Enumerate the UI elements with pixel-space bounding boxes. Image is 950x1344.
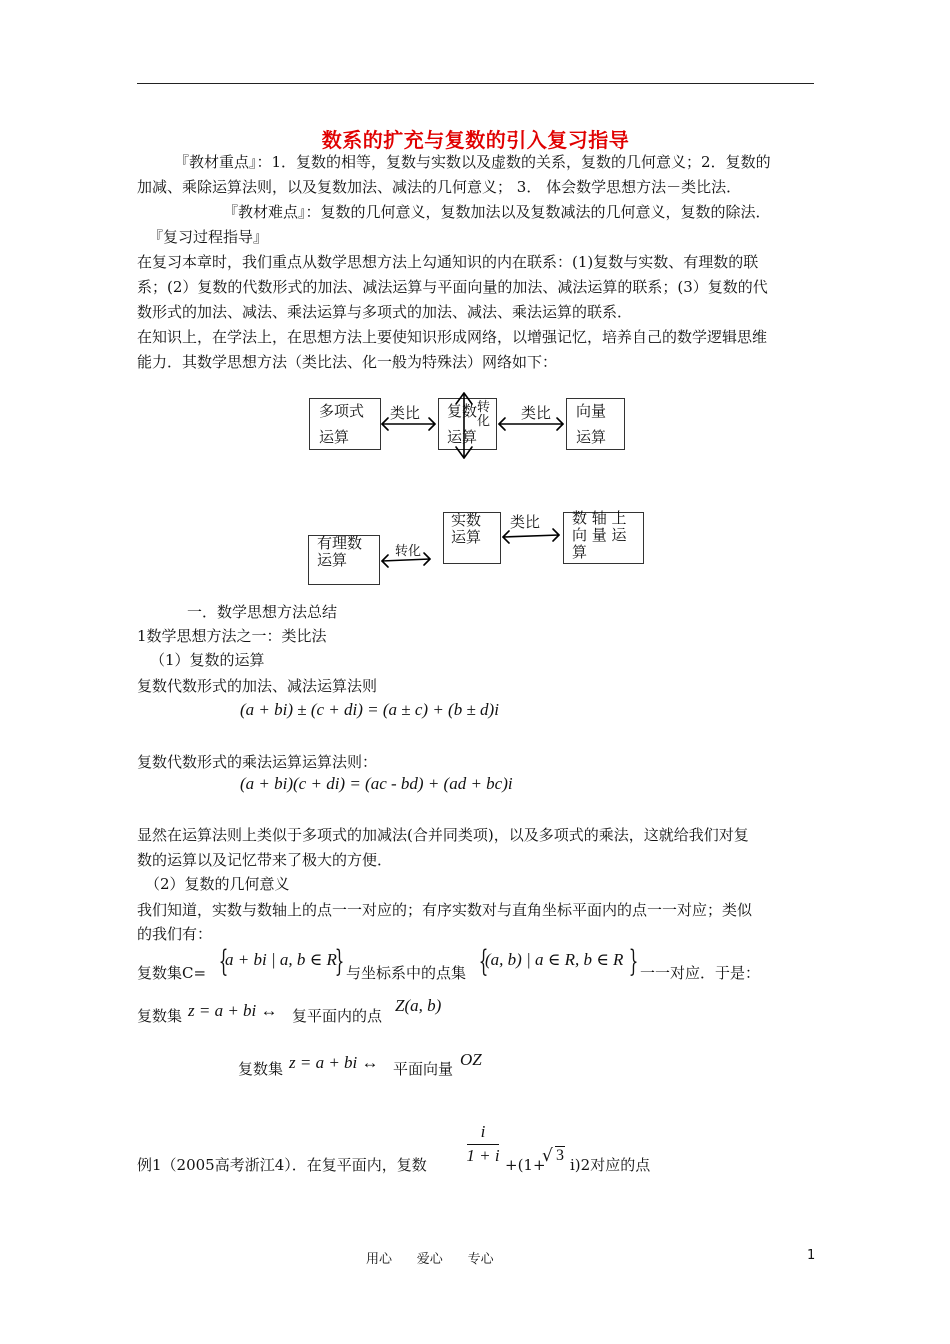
fraction-denominator: 1 + i bbox=[466, 1146, 500, 1165]
label-analogy-left: 类比 bbox=[390, 404, 421, 422]
section-heading: 一．数学思想方法总结 bbox=[187, 603, 338, 621]
map1-text: 复平面内的点 bbox=[292, 1007, 383, 1025]
complex-set: a + bi | a, b ∈ R bbox=[225, 950, 337, 969]
key-points-line-2: 加减、乘除运算法则，以及复数加法、减法的几何意义； 3． 体会数学思想方法－类比法． bbox=[137, 178, 742, 196]
brace-right-2: } bbox=[628, 944, 639, 979]
arrow-real-axis bbox=[503, 535, 559, 537]
box-real-line-2: 运算 bbox=[451, 528, 482, 546]
example1-prefix: 例1（2005高考浙江4）．在复平面内，复数 bbox=[137, 1156, 427, 1174]
map1-expression: z = a + bi ↔ bbox=[188, 1001, 278, 1020]
example1-suffix: i)2对应的点 bbox=[570, 1156, 651, 1174]
label-analogy-bottom: 类比 bbox=[510, 513, 541, 531]
page-title: 数系的扩充与复数的引入复习指导 bbox=[321, 128, 630, 152]
map2-vector: OZ bbox=[460, 1050, 482, 1069]
add-rule-text: 复数代数形式的加法、减法运算法则 bbox=[137, 677, 378, 695]
label-analogy-right: 类比 bbox=[521, 404, 552, 422]
geometry-line-2: 的我们有： bbox=[137, 925, 213, 943]
example1-fraction bbox=[466, 1120, 500, 1167]
para2-line-2: 能力．其数学思想方法（类比法、化一般为特殊法）网络如下： bbox=[137, 353, 558, 371]
brace-left-2: { bbox=[478, 944, 489, 979]
sqrt-icon: √ bbox=[542, 1146, 553, 1166]
difficulties-line: 『教材难点』：复数的几何意义，复数加法以及复数减法的几何意义，复数的除法． bbox=[223, 203, 771, 221]
sqrt-argument: 3 bbox=[556, 1147, 564, 1164]
map1-prefix: 复数集 bbox=[137, 1007, 183, 1025]
mul-rule-text: 复数代数形式的乘法运算运算法则： bbox=[137, 753, 378, 771]
example1-plus: +(1+ bbox=[505, 1156, 546, 1174]
para1-line-3: 数形式的加法、减法、乘法运算与多项式的加法、减法、乘法运算的联系． bbox=[137, 303, 633, 321]
observation-line-2: 数的运算以及记忆带来了极大的方便． bbox=[137, 851, 393, 869]
box-real-line-1: 实数 bbox=[451, 511, 482, 529]
point-set: (a, b) | a ∈ R, b ∈ R bbox=[485, 950, 624, 969]
box-rational-line-1: 有理数 bbox=[317, 534, 363, 552]
box-axis-line-1: 数 轴 上 bbox=[572, 509, 627, 527]
map2-text: 平面向量 bbox=[393, 1060, 454, 1078]
map2-prefix: 复数集 bbox=[238, 1060, 284, 1078]
subsection-geometry: （2）复数的几何意义 bbox=[145, 875, 290, 893]
subsection-analogy: 1数学思想方法之一：类比法 bbox=[137, 627, 327, 645]
key-points-text-1: 『教材重点』：1．复数的相等，复数与实数以及虚数的关系，复数的几何意义；2．复数的 bbox=[174, 153, 771, 171]
box-vector-line-1: 向量 bbox=[576, 402, 607, 420]
set-prefix: 复数集C= bbox=[137, 964, 207, 982]
label-convert-vertical: 转化 bbox=[477, 400, 491, 429]
add-formula: (a + bi) ± (c + di) = (a ± c) + (b ± d)i bbox=[240, 700, 499, 719]
set-middle-text: 与坐标系中的点集 bbox=[346, 964, 467, 982]
brace-right-1: } bbox=[334, 944, 345, 979]
box-axis-line-2: 向 量 运 bbox=[572, 526, 627, 544]
label-convert-bottom: 转化 bbox=[395, 544, 422, 559]
para2-line-1: 在知识上，在学法上，在思想方法上要使知识形成网络，以增强记忆，培养自己的数学逻辑思维 bbox=[137, 328, 768, 346]
fraction-numerator: i bbox=[480, 1122, 486, 1141]
para1-line-2: 系；(2）复数的代数形式的加法、减法运算与平面向量的加法、减法运算的联系；(3）复数的代 bbox=[137, 278, 768, 296]
box-axis-line-3: 算 bbox=[572, 543, 588, 561]
map1-point: Z(a, b) bbox=[395, 996, 442, 1015]
box-complex-line-2: 运算 bbox=[447, 428, 478, 446]
guide-heading: 『复习过程指导』 bbox=[148, 228, 269, 246]
footer-slogan: 用心 爱心 专心 bbox=[366, 1252, 494, 1267]
mul-formula: (a + bi)(c + di) = (ac - bd) + (ad + bc)i bbox=[240, 774, 513, 793]
box-complex-line-1: 复数 bbox=[447, 402, 478, 420]
arrow-rational-real bbox=[382, 559, 430, 561]
box-polynomial-line-2: 运算 bbox=[319, 428, 350, 446]
geometry-line-1: 我们知道，实数与数轴上的点一一对应的；有序实数对与直角坐标平面内的点一一对应；类似 bbox=[137, 901, 753, 919]
brace-left-1: { bbox=[218, 944, 229, 979]
page-number: 1 bbox=[807, 1248, 816, 1263]
map2-expression: z = a + bi ↔ bbox=[289, 1053, 379, 1072]
box-vector-line-2: 运算 bbox=[576, 428, 607, 446]
observation-line-1: 显然在运算法则上类似于多项式的加减法(合并同类项)，以及多项式的乘法，这就给我们对复 bbox=[137, 826, 749, 844]
box-polynomial-line-1: 多项式 bbox=[319, 402, 365, 420]
para1-line-1: 在复习本章时，我们重点从数学思想方法上勾通知识的内在联系：(1)复数与实数、有理数的联 bbox=[137, 253, 759, 271]
set-suffix: 一一对应．于是： bbox=[640, 964, 761, 982]
box-rational-line-2: 运算 bbox=[317, 551, 348, 569]
subsection-operations: （1）复数的运算 bbox=[150, 651, 265, 669]
